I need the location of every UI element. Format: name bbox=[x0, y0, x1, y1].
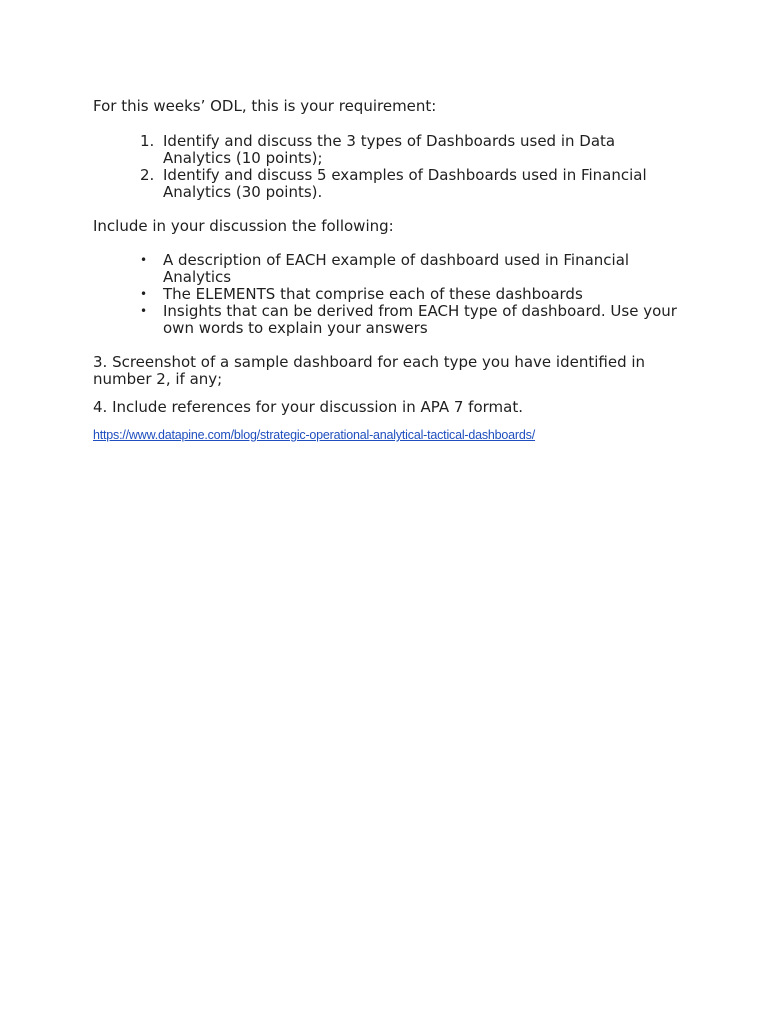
item-4-paragraph: 4. Include references for your discussion in APA 7 format. bbox=[93, 398, 523, 416]
list-item bbox=[93, 286, 683, 303]
requirements-list bbox=[93, 133, 683, 201]
list-number: 1. bbox=[140, 132, 155, 150]
list-item bbox=[93, 303, 683, 337]
list-item-text: Identify and discuss 5 examples of Dashboards used in Financial Analytics (30 points). bbox=[163, 166, 647, 201]
bullet-icon: • bbox=[140, 304, 148, 318]
bullet-icon: • bbox=[140, 253, 148, 267]
list-item bbox=[93, 133, 683, 167]
list-item bbox=[93, 252, 683, 286]
reference-link[interactable]: https://www.datapine.com/blog/strategic-operational-analytical-tactical-dashboards/ bbox=[93, 428, 535, 442]
intro-paragraph: For this weeks’ ODL, this is your requirement: bbox=[93, 97, 437, 115]
document-body bbox=[93, 98, 683, 444]
bullet-icon: • bbox=[140, 287, 148, 301]
list-number: 2. bbox=[140, 166, 155, 184]
list-item-text: The ELEMENTS that comprise each of these dashboards bbox=[163, 285, 583, 303]
item-3-paragraph: 3. Screenshot of a sample dashboard for each type you have identified in number 2, if any; bbox=[93, 353, 646, 388]
include-heading: Include in your discussion the following: bbox=[93, 217, 394, 235]
list-item-text: A description of EACH example of dashboard used in Financial Analytics bbox=[163, 251, 630, 286]
list-item-text: Identify and discuss the 3 types of Dashboards used in Data Analytics (10 points); bbox=[163, 132, 616, 167]
list-item bbox=[93, 167, 683, 201]
discussion-bullets bbox=[93, 252, 683, 337]
list-item-text: Insights that can be derived from EACH type of dashboard. Use your own words to explain your answers bbox=[163, 302, 677, 337]
